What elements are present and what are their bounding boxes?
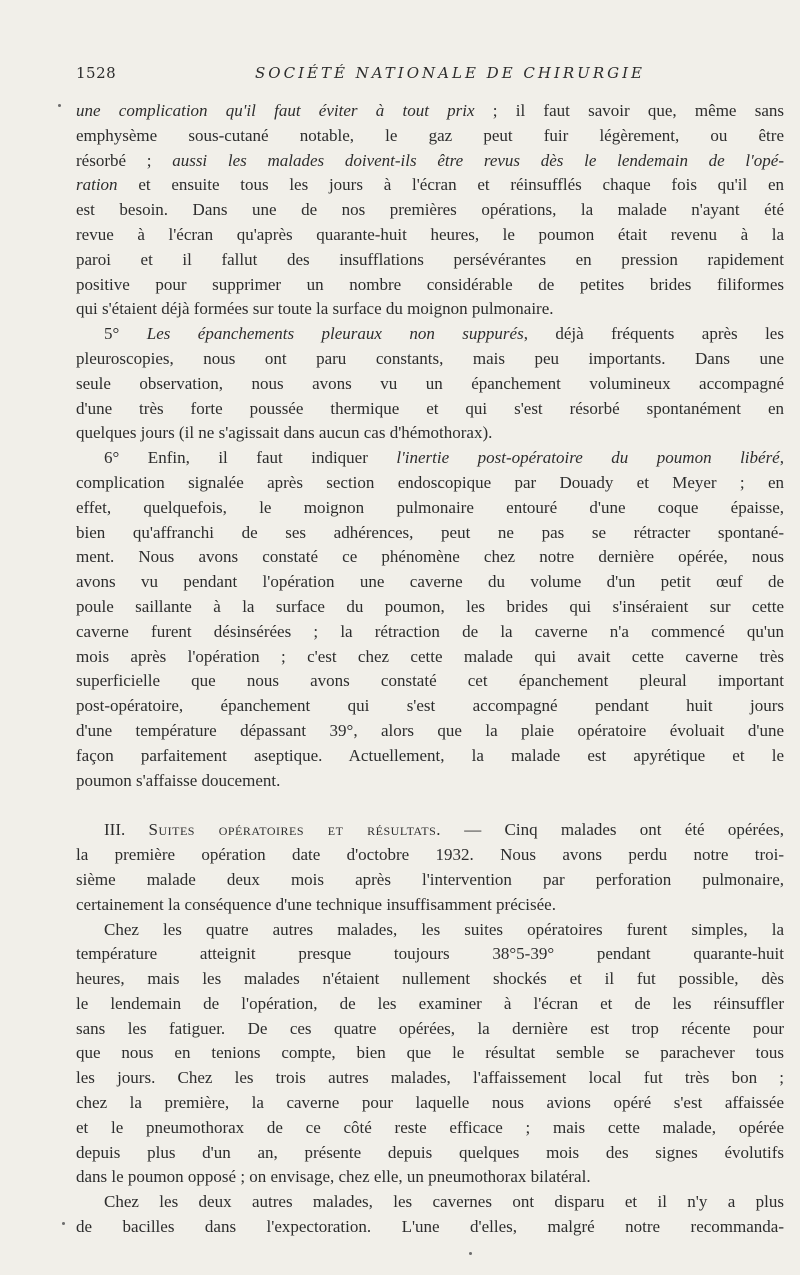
text-line: emphysème sous-cutané notable, le gaz peut fuir légèrement, ou être	[76, 125, 784, 145]
text-line: heures, mais les malades n'étaient nullement shockés et il fut possible, dès	[76, 969, 784, 989]
text-line: d'une température dépassant 39°, alors que la plaie opératoire évoluait d'une	[76, 720, 784, 740]
text-line: les jours. Chez les trois autres malades, l'affaissement local fut très bon ;	[76, 1068, 784, 1088]
list-number: 5°	[104, 324, 147, 344]
text-line: façon parfaitement aseptique. Actuellement, la malade est apyrétique et le	[76, 745, 784, 765]
section-heading-line	[76, 818, 784, 843]
text-line: température atteignit presque toujours 38°5-39° pendant quarante-huit	[76, 944, 784, 964]
page-header	[76, 64, 784, 86]
text-line: de bacilles dans l'expectoration. L'une d'elles, malgré notre recommanda-	[76, 1217, 784, 1237]
italic-phrase: aussi les malades doivent-ils être revus dès le lendemain de l'opé-	[172, 150, 784, 170]
italic-phrase: ration	[76, 175, 118, 195]
text-run: résorbé ;	[76, 150, 173, 170]
text-run: et ensuite tous les jours à l'écran et réinsufflés chaque fois qu'il en	[117, 175, 784, 195]
text-line: qui s'étaient déjà formées sur toute la surface du moignon pulmonaire.	[76, 299, 554, 319]
print-speck	[62, 1222, 65, 1225]
italic-phrase: l'inertie post-opératoire du poumon libéré	[396, 448, 780, 468]
text-line: Chez les deux autres malades, les cavernes ont disparu et il n'y a plus	[104, 1192, 784, 1212]
text-line: quelques jours (il ne s'agissait dans aucun cas d'hémothorax).	[76, 423, 493, 443]
text-line: caverne furent désinsérées ; la rétraction de la caverne n'a commencé qu'un	[76, 621, 784, 641]
text-line	[76, 149, 784, 174]
running-title: SOCIÉTÉ NATIONALE DE CHIRURGIE	[255, 64, 645, 82]
text-line: ment. Nous avons constaté ce phénomène chez notre dernière opérée, nous	[76, 547, 784, 567]
text-line: complication signalée après section endoscopique par Douady et Meyer ; en	[76, 472, 784, 492]
text-run: 6° Enfin, il faut indiquer	[104, 448, 397, 468]
text-line: poumon s'affaisse doucement.	[76, 770, 281, 790]
text-line: paroi et il fallut des insufflations persévérantes en pression rapidement	[76, 249, 784, 269]
text-run: ; il faut savoir que, même sans	[474, 101, 784, 120]
italic-phrase: Les épanchements pleuraux non suppurés	[146, 324, 524, 344]
text-line: sième malade deux mois après l'intervention par perforation pulmonaire,	[76, 869, 784, 889]
text-line	[76, 446, 784, 471]
print-speck	[469, 1252, 472, 1255]
text-line: superficielle que nous avons constaté cet épanchement pleural important	[76, 671, 784, 691]
text-run: — Cinq malades ont été opérées,	[441, 820, 785, 840]
text-run: ,	[779, 448, 784, 468]
text-line	[76, 173, 784, 198]
section-title: Suites opératoires et résultats.	[148, 820, 442, 840]
section-spacer	[76, 793, 784, 818]
text-line: depuis plus d'un an, présente depuis quelques mois des signes évolutifs	[76, 1142, 784, 1162]
text-line: post-opératoire, épanchement qui s'est accompagné pendant huit jours	[76, 696, 784, 716]
print-speck	[58, 104, 61, 107]
text-line: certainement la conséquence d'une technique insuffisamment précisée.	[76, 894, 556, 914]
text-line: seule observation, nous avons vu un épanchement volumineux accompagné	[76, 373, 784, 393]
text-line: est besoin. Dans une de nos premières opérations, la malade n'ayant été	[76, 200, 784, 220]
text-line: Chez les quatre autres malades, les suites opératoires furent simples, la	[104, 919, 784, 939]
text-line	[76, 322, 784, 347]
text-line: poule saillante à la surface du poumon, les brides qui s'inséraient sur cette	[76, 596, 784, 616]
text-line: que nous en tenions compte, bien que le résultat semble se parachever tous	[76, 1043, 784, 1063]
text-line: et le pneumothorax de ce côté reste efficace ; mais cette malade, opérée	[76, 1117, 784, 1137]
text-line: chez la première, la caverne pour laquelle nous avions opéré s'est affaissée	[76, 1093, 784, 1113]
text-line: pleuroscopies, nous ont paru constants, mais peu importants. Dans une	[76, 348, 784, 368]
text-line: positive pour supprimer un nombre considérable de petites brides filiformes	[76, 274, 784, 294]
article-body	[76, 99, 784, 1240]
text-line: avons vu pendant l'opération une caverne du volume d'un petit œuf de	[76, 572, 784, 592]
text-line: d'une très forte poussée thermique et qui s'est résorbé spontanément en	[76, 398, 784, 418]
text-line: sans les fatiguer. De ces quatre opérées, la dernière est trop récente pour	[76, 1018, 784, 1038]
text-line: le lendemain de l'opération, de les examiner à l'écran et de les réinsuffler	[76, 993, 784, 1013]
text-line: revue à l'écran qu'après quarante-huit heures, le poumon était revenu à la	[76, 224, 784, 244]
page-number: 1528	[76, 64, 117, 82]
section-number: III.	[104, 820, 149, 840]
text-line: la première opération date d'octobre 1932. Nous avons perdu notre troi-	[76, 845, 784, 865]
text-line: dans le poumon opposé ; on envisage, chez elle, un pneumothorax bilatéral.	[76, 1167, 591, 1187]
text-line: bien qu'affranchi de ses adhérences, peut ne pas se rétracter spontané-	[76, 522, 784, 542]
text-line: mois après l'opération ; c'est chez cette malade qui avait cette caverne très	[76, 646, 784, 666]
text-line	[76, 99, 784, 124]
text-run: , déjà fréquents après les	[523, 324, 784, 344]
italic-phrase: une complication qu'il faut éviter à tout prix	[76, 101, 475, 120]
text-line: effet, quelquefois, le moignon pulmonaire entouré d'une coque épaisse,	[76, 497, 784, 517]
